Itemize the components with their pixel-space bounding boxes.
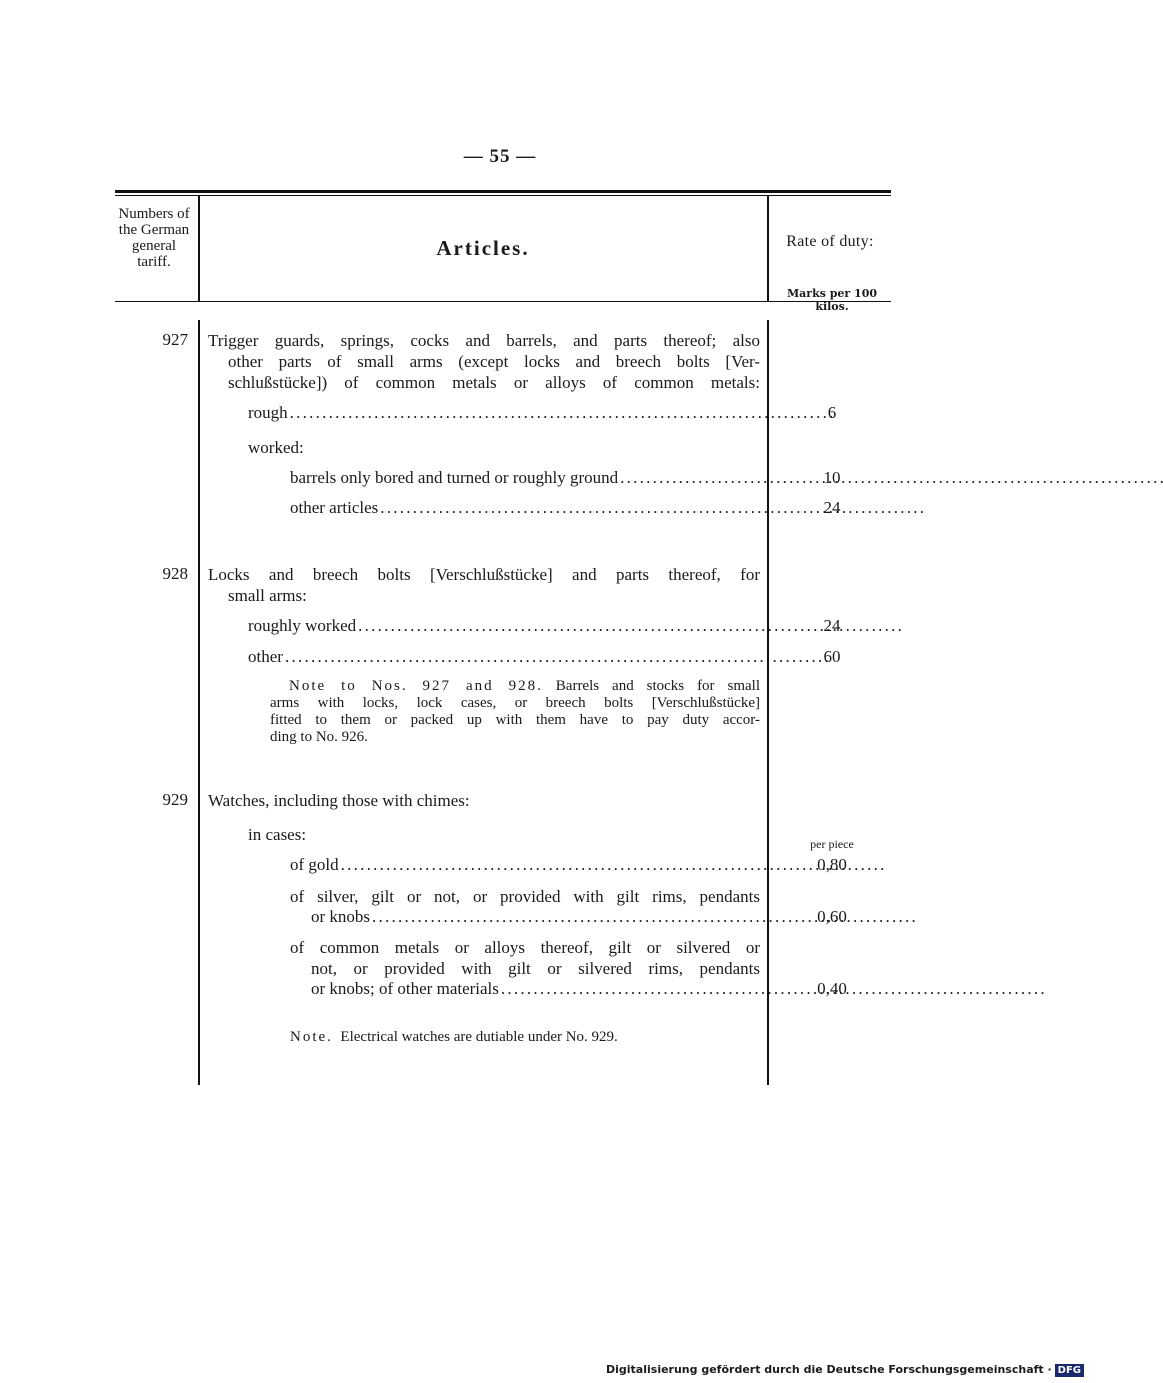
header-numbers-column: Numbers of the German general tariff. [118, 206, 190, 270]
entry-929-per-piece: per piece [810, 837, 854, 851]
entry-928-note-line4: ding to No. 926. [270, 729, 368, 745]
entry-928-other [248, 647, 758, 667]
entry-929-silver-line1: of silver, gilt or not, or provided with gilt rims, pendants [290, 887, 760, 906]
entry-929-gold-label: of gold [290, 855, 339, 874]
entry-927-other-rate: 24 [823, 498, 841, 517]
leader-dots [290, 403, 833, 423]
entry-927-worked-label: worked: [248, 438, 304, 457]
entry-929-common-rate: 0,40 [817, 979, 847, 998]
header-divider-right [767, 196, 769, 302]
entry-927-barrels [290, 468, 758, 488]
entry-929-cases-label: in cases: [248, 825, 307, 844]
top-rule-thin [115, 195, 891, 196]
entry-928-line1: Locks and breech bolts [Verschlußstücke] and parts thereof, for [208, 565, 760, 584]
entry-928-roughly-label: roughly worked [248, 616, 357, 635]
entry-928-note-line2: arms with locks, lock cases, or breech bolts [Verschlußstücke] [270, 695, 760, 711]
column-divider-left [198, 320, 200, 1085]
column-divider-right [767, 320, 769, 1085]
entry-927-rough-label: rough [248, 403, 288, 422]
header-articles-column: Articles. [436, 236, 530, 260]
entry-928-note-head: Note to Nos. 927 and 928. [289, 678, 543, 694]
entry-929-silver [311, 907, 758, 927]
entry-928-roughly-worked [248, 616, 758, 636]
entry-929-note [290, 1029, 618, 1046]
entry-929-note-rest: Electrical watches are dutiable under No. 929. [340, 1029, 618, 1045]
header-rate-column: Rate of duty: [786, 233, 874, 250]
tariff-number-927: 927 [162, 330, 188, 349]
entry-928-note-line3: fitted to them or packed up with them have to pay duty accor- [270, 712, 760, 728]
entry-929-gold-rate: 0,80 [817, 855, 847, 874]
entry-927-barrels-rate: 10 [823, 468, 841, 487]
entry-928-other-label: other [248, 647, 283, 666]
entry-927-rough [248, 403, 758, 423]
entry-927-rough-rate: 6 [827, 403, 837, 422]
entry-927-line3: schlußstücke]) of common metals or alloys of common metals: [228, 373, 760, 392]
entry-928-note-line1-rest: Barrels and stocks for small [555, 678, 760, 694]
leader-dots [501, 979, 1044, 999]
header-rate-unit: Marks per 100 kilos. [786, 287, 878, 313]
entry-927-line1: Trigger guards, springs, cocks and barrels, and parts thereof; also [208, 331, 760, 350]
entry-929-gold [290, 855, 758, 875]
entry-929-common-line1: of common metals or alloys thereof, gilt or silvered or [290, 938, 760, 957]
dfg-logo: DFG [1055, 1364, 1084, 1377]
leader-dots [285, 647, 828, 667]
entry-929-silver-label: or knobs [311, 907, 371, 926]
entry-929-line1: Watches, including those with chimes: [208, 791, 470, 810]
entry-927-other [290, 498, 758, 518]
entry-928-note-line1 [289, 678, 760, 695]
entry-929-silver-rate: 0,60 [817, 907, 847, 926]
entry-929-common-label: or knobs; of other materials [311, 979, 499, 998]
entry-928-roughly-rate: 24 [823, 616, 841, 635]
entry-927-barrels-label: barrels only bored and turned or roughly ground [290, 468, 619, 487]
entry-928-line2: small arms: [228, 586, 307, 605]
entry-928-other-rate: 60 [823, 647, 841, 666]
page-number: — 55 — [463, 146, 537, 167]
digitization-footer [606, 1363, 1084, 1377]
entry-927-other-label: other articles [290, 498, 379, 517]
footer-text: Digitalisierung gefördert durch die Deutsche Forschungsgemeinschaft · [606, 1363, 1052, 1376]
top-rule-thick [115, 190, 891, 193]
entry-929-common-line2: not, or provided with gilt or silvered rims, pendants [311, 959, 760, 978]
tariff-number-928: 928 [162, 564, 188, 583]
entry-929-common [311, 979, 758, 999]
entry-929-note-head: Note. [290, 1029, 333, 1045]
tariff-number-929: 929 [162, 790, 188, 809]
leader-dots [620, 468, 1163, 488]
entry-927-line2: other parts of small arms (except locks and breech bolts [Ver- [228, 352, 760, 371]
